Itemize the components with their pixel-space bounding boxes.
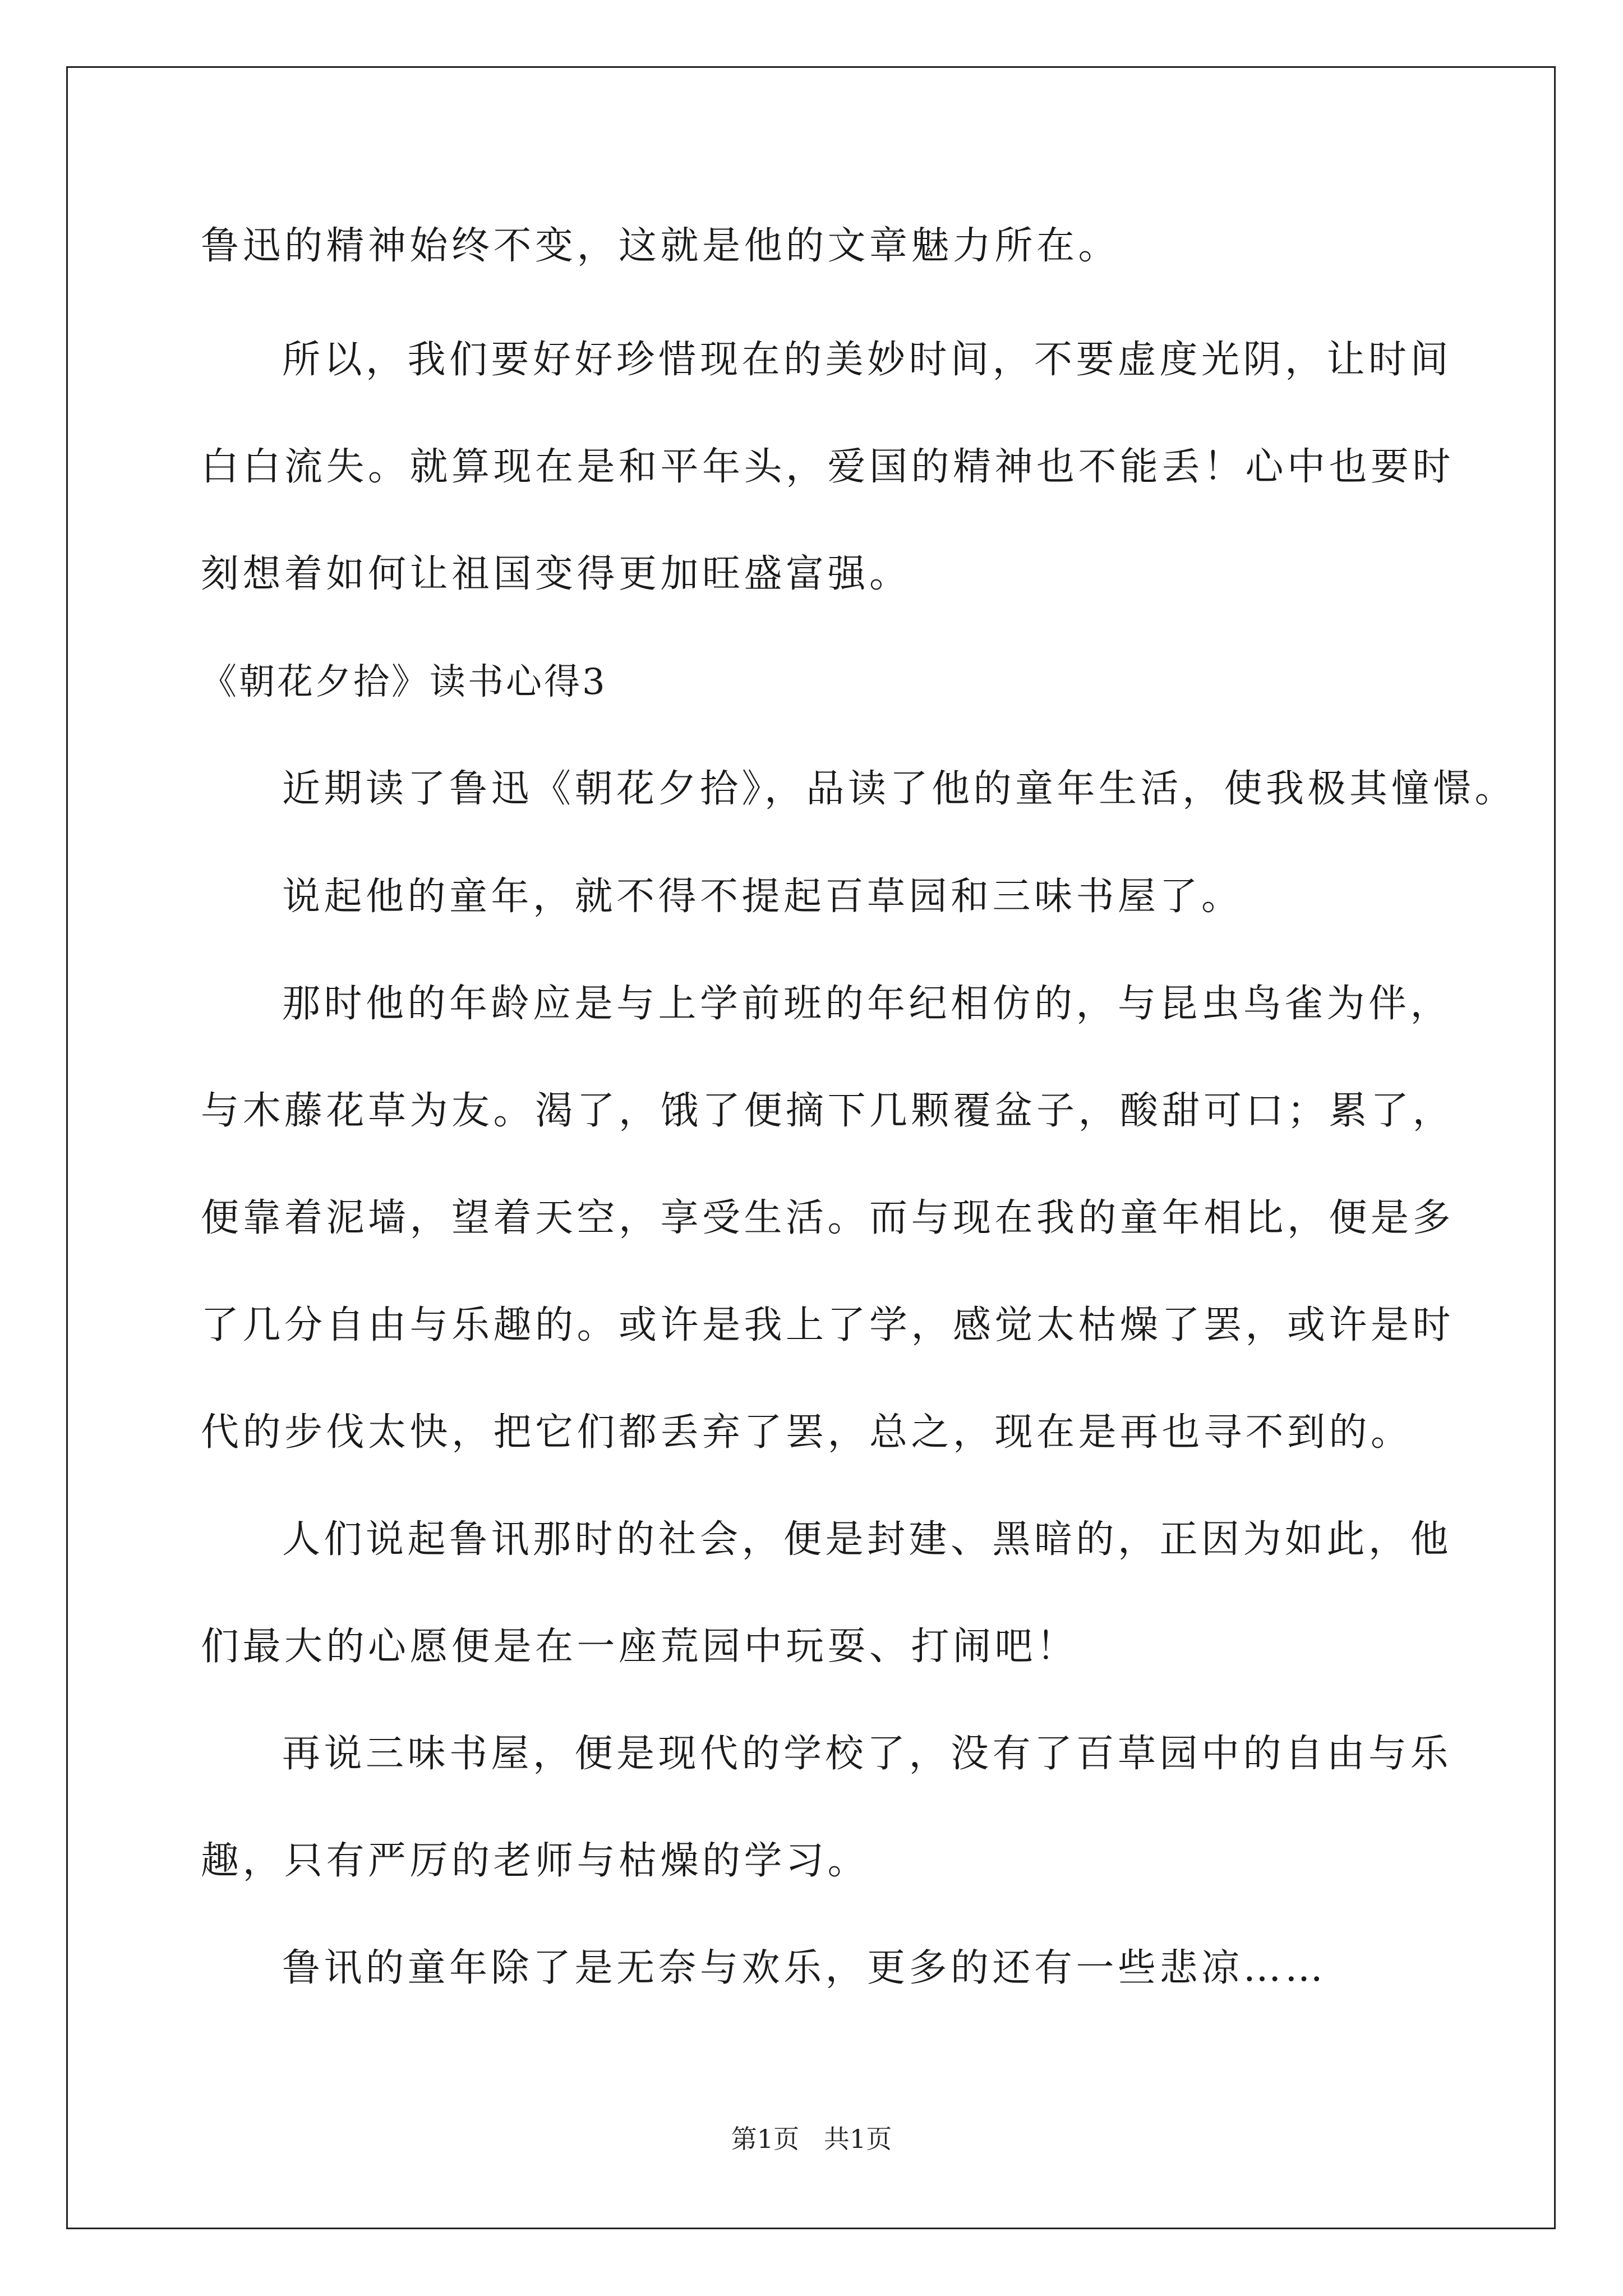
text-line: 了几分自由与乐趣的。或许是我上了学，感觉太枯燥了罢，或许是时 — [201, 1303, 1455, 1347]
paragraph-start: 再说三味书屋，便是现代的学校了，没有了百草园中的自由与乐 — [282, 1732, 1453, 1776]
paragraph-start: 说起他的童年，就不得不提起百草园和三味书屋了。 — [282, 875, 1243, 919]
text-line: 与木藤花草为友。渴了，饿了便摘下几颗覆盆子，酸甜可口；累了， — [201, 1089, 1455, 1133]
page-frame — [66, 66, 1556, 2229]
paragraph-start: 人们说起鲁讯那时的社会，便是封建、黑暗的，正因为如此，他 — [282, 1517, 1453, 1562]
text-line: 们最大的心愿便是在一座荒园中玩耍、打闹吧！ — [201, 1625, 1078, 1669]
text-line: 便靠着泥墙，望着天空，享受生活。而与现在我的童年相比，便是多 — [201, 1196, 1455, 1240]
text-line: 白白流失。就算现在是和平年头，爱国的精神也不能丢！心中也要时 — [201, 445, 1455, 489]
text-line: 趣，只有严厉的老师与枯燥的学习。 — [201, 1839, 870, 1883]
text-line: 鲁迅的精神始终不变，这就是他的文章魅力所在。 — [201, 224, 1121, 268]
section-heading: 《朝花夕拾》读书心得3 — [201, 661, 607, 703]
paragraph-start: 那时他的年龄应是与上学前班的年纪相仿的，与昆虫鸟雀为伴， — [282, 982, 1453, 1026]
paragraph-start: 鲁讯的童年除了是无奈与欢乐，更多的还有一些悲凉…… — [282, 1946, 1327, 1990]
text-line: 刻想着如何让祖国变得更加旺盛富强。 — [201, 552, 911, 596]
paragraph-start: 所以，我们要好好珍惜现在的美妙时间，不要虚度光阴，让时间 — [282, 338, 1453, 382]
page-footer: 第1页 共1页 — [731, 2124, 892, 2154]
paragraph-start: 近期读了鲁迅《朝花夕拾》，品读了他的童年生活，使我极其憧憬。 — [282, 767, 1517, 811]
text-line: 代的步伐太快，把它们都丢弃了罢，总之，现在是再也寻不到的。 — [201, 1410, 1413, 1455]
